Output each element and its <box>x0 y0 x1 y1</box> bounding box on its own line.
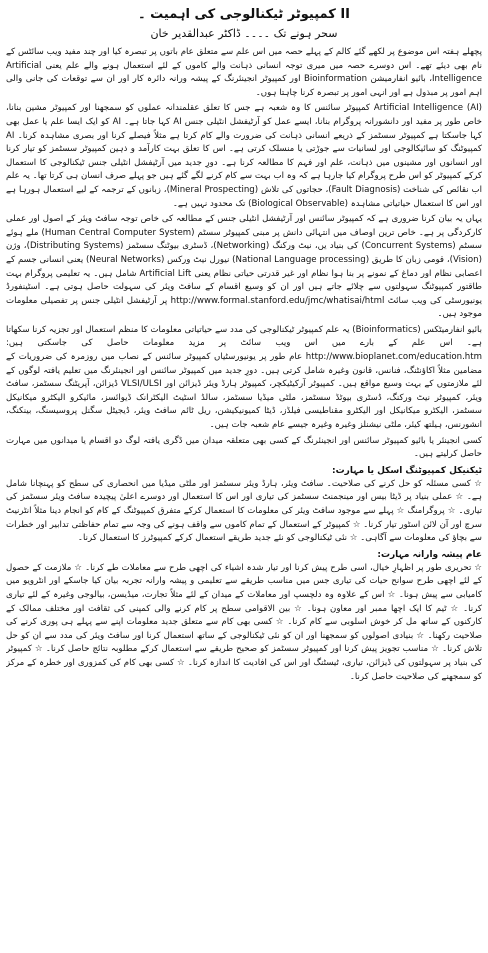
section-technical-skills-heading: ٹیکنیکل کمپیوٹنگ اسکل یا مہارت: <box>332 465 482 476</box>
article-title: کمپیوٹر ٹیکنالوجی کی اہمیت ۔ II <box>138 7 350 22</box>
paragraph-cs-focus: یہاں یہ بیان کرنا ضروری ہے کہ کمپیوٹر سائنس اور آرٹیفشل انٹیلی جنس کے مطالعہ کی خاص توجہ سافٹ ویئر کے اصول اور عملی کارکردگی پر ہے۔ خاص ترین اوصاف میں انتہائی دانش پر مبنی کمپیوٹر سسٹم (Human Central Computer System) ملے ہوئے سسٹم (Concurrent Systems) کی بنیاد یں، نیٹ ورکنگ (Networking)، ڈسٹری بیوٹنگ سسٹمز (Distributing Systems)، وژن (Vision)، قومی زبان کا طریق (National Language processing) نیورل نیٹ ورکس (Neural Networks) یعنی انسانی جسم کے اعصابی نظام اور دماغ کے نمونے پر بنا ہوا نظام اور غیر قدرتی حیاتی نظام یعنی Artificial Lift شامل ہیں۔ یہ تعلیمی پروگرام بہت طاقتور کمپیوٹنگ سہولتوں سے چلائے جاتے ہیں اور ان کو وسیع اقسام کے سافٹ ویئر کی سہولت حاصل ہوتی ہے۔ اسٹینفورڈ یونیورسٹی کی ویب سائٹ http://www.formal.stanford.edu/jmc/whatisai/html پر آرٹیفشل انٹیلی جنس پر تفصیلی معلومات موجود ہیں۔ <box>6 214 482 320</box>
section-technical-skills-text: ☆ کسی مسئلہ کو حل کرنے کی صلاحیت۔ سافٹ ویئر، ہارڈ ویئر سسٹمز اور ملٹی میڈیا میں انحصاری کی سطح کو پہنچانا شامل ہے۔ ☆ عملی بنیاد پر ڈیٹا بیس اور مینجمنٹ سسٹمز کی تیاری اور اس کا استعمال اور دوسرے اعلیٰ پیچیدہ سافٹ ویئر سسٹمز کی تیاری۔ ☆ پروگرامنگ ☆ پہلے سے موجود سافٹ ویئر کی معلومات کا استعمال کرکے متفرق کمپیوٹنگ کے کام کو انجام دینا مثلاً انٹرنیٹ سرچ اور آن لائن اسٹور تیار کرنا۔ ☆ کمپیوٹر کے استعمال کے تمام کاموں سے واقف ہونے کی وجہ سے تمام حفاظتی تدابیر اور خطرات سے بچاؤ کی معلومات سے آگاہی۔ ☆ نئی ٹیکنالوجی کو نئے جدید طریقے استعمال کرکے کمپیوٹرز کا استعمال کرنا۔ <box>6 478 482 544</box>
article-byline: سحر ہونے تک ۔۔۔۔ ڈاکٹر عبدالقدیر خان <box>150 27 338 40</box>
article-page <box>6 4 482 949</box>
section-professional-skills-heading: عام پیشہ وارانہ مہارت: <box>377 549 482 560</box>
section-professional-skills-text: ☆ تحریری طور پر اظہارِ خیال، اسی طرح پیش کرنا اور تیار شدہ اشیاء کی اچھی طرح سے معاملات طے کرنا۔ ☆ ملازمت کے حصول کے لئے اچھی طرح سوانح حیات کی تیاری جس میں مناسب طریقے سے تعلیمی و پیشہ وارانہ تجربہ بیان کیا جاسکے اور انٹرویو میں کامیابی سے پیش ہونا۔ ☆ اس کے علاوہ وہ دلچسپ اور معاملات کے میدان کے لئے مثلاً تجارت، میڈیسن، بیالوجی وغیرہ کے لئے تیاری کرنا۔ ☆ ٹیم کا ایک اچھا ممبر اور معاون ہونا۔ ☆ بین الاقوامی سطح پر کام کرنے والی کمپنی کی ثقافت اور مختلف ممالک کے کارکنوں کے ساتھ مل کر خوش اسلوبی سے کام کرنا۔ ☆ کسی بھی کام سے متعلق جدید معلومات اپنے سے پہلے ہی پوری کرنے کی صلاحیت رکھنا۔ ☆ بنیادی اصولوں کو سمجھنا اور ان کو نئی ٹیکنالوجی کے ساتھ استعمال کرنا اور سافٹ ویئر کی مدد سے ان کو حل تلاش کرنا۔ ☆ مناسب تجویز پیش کرنا اور کمپیوٹر سسٹمز کو صحیح طریقے سے استعمال کرکے مطلوبہ نتائج حاصل کرنا۔ ☆ کمپیوٹر کی بنیاد پر سہولتوں کی ڈیزائن، تیاری، ٹیسٹنگ اور اس کی افادیت کا اندازہ کرنا۔ ☆ کسی بھی کام کی کمزوری اور خطرہ کے مرکز کو سمجھنے کی صلاحیت حاصل کرنا۔ <box>6 562 482 682</box>
paragraph-degree-holders: کسی انجینئر یا بائیو کمپیوٹر سائنس اور انجینئرنگ کے کسی بھی متعلقہ میدان میں ڈگری یافتہ لوگ دو اقسام یا میدانوں میں مہارت حاصل کرلیتے ہیں۔ <box>6 435 482 460</box>
paragraph-bioinformatics: بائیو انفارمیٹکس (Bioinformatics) یہ علم کمپیوٹر ٹیکنالوجی کی مدد سے حیاتیاتی معلومات کا منظم استعمال اور تجزیہ کرنا سکھاتا ہے۔ اس علم کے بارے میں اس ویب سائٹ پر مزید معلومات حاصل کی جاسکتی ہیں: http://www.bioplanet.com/education.htm عام طور پر یونیورسٹیاں کمپیوٹر سائنس کے نصاب میں روزمرہ کی ضروریات کے مضامین مثلاً اکاؤنٹنگ، فنانس، قانون وغیرہ شامل کرتی ہیں۔ دورِ جدید میں کمپیوٹر سائنس اور انجینئرنگ میں تعلیم یافتہ لوگوں کے لئے ملازمتوں کے بہت وسیع مواقع ہیں۔ کمپیوٹر آرکیٹیکچر، کمپیوٹر ہارڈ ویئر ڈیزائن اور VLSI/ULSI ڈیزائن، آپریٹنگ سسٹمز، سافٹ ویئر، کمپیوٹر نیٹ ورکنگ، ڈسٹری بیوٹڈ سسٹمز، ملٹی میڈیا سسٹمز، سالڈ اسٹیٹ الیکٹرانک ڈیوائسز، مائیکرو الیکٹرو میکانیکل سسٹمز، الیکٹرو میکانیکل اور الیکٹرو مقناطیسی فیلڈز، ڈیٹا کمیونیکیشن، ریل ٹائم سافٹ ویئر، ڈیجیٹل سگنل پروسیسنگ، بینکنگ، انشورنس، ہیلتھ کیئر، ملٹی نیشنلز وغیرہ وغیرہ جیسے عام شعبہ جات ہیں۔ <box>6 324 482 431</box>
paragraph-ai: Artificial Intelligence (AI) کمپیوٹر سائنس کا وہ شعبہ ہے جس کا تعلق عقلمندانہ عملوں کو سمجھنا اور کمپیوٹر مشین بنانا، خاص طور پر مفید اور دانشورانہ پروگرام بنانا، ایسے عمل کو آرٹیفشل انٹیلی جنس AI کہا جاتا ہے۔ AI کو ایک ایسا علم یا عمل بھی کہا جاسکتا ہے کمپیوٹر سسٹمز کے ذریعے انسانی ذہانت کی ضرورت والے کام کرتا ہے مثلاً فیصلے کرنا اور بصری مشاہدہ کرنا۔ AI کمپیوٹنگ کو سائیکالوجی اور لسانیات سے جوڑتی یا منسلک کرتی ہے۔ اس کا تعلق بہت کارآمد و ذہین کمپیوٹر سسٹمز کو تیار کرنا اور انسانوں اور مشینوں میں ذہانت، علم اور فہم کا مطالعہ کرنا ہے۔ دورِ جدید میں آرٹیفشل انٹیلی جنس ٹیکنالوجی کا استعمال کرکے کمپیوٹر کو اس طرح پروگرام کیا جارہا ہے کہ وہ اب بہت سے کام کرنے لگے گئے ہیں جو پہلے صرف انسان ہی کرتا تھا۔ یہ علم اب نقائص کی شناخت (Fault Diagnosis)، حجاتوں کی تلاش (Mineral Prospecting)، زبانوں کے ترجمہ کے لیے استعمال ہورہا ہے اور اس کا استعمال حیاتیاتی مشاہدہ (Biological Observable) تک محدود نہیں ہے۔ <box>6 103 482 209</box>
paragraph-intro: پچھلے ہفتہ اس موضوع پر لکھے گئے کالم کے پہلے حصہ میں اس علم سے متعلق عام باتوں پر تبصرہ کیا اور چند مفید ویب سائٹس کے نام بھی دیئے تھے۔ اس دوسرے حصہ میں میری توجہ انسانی ذہانت والے کاموں کے لئے استعمال ہونے والے علم یعنی Artificial Intelligence، بائیو انفارمیشن Bioinformation اور کمپیوٹر انجینئرنگ کے پیشہ ورانہ دائرہ کار اور ان سے توقعات کی جانی والی اہم امور پر مبذول ہے اور انہی امور پر تبصرہ کرنا چاہتا ہوں۔ <box>6 47 482 98</box>
